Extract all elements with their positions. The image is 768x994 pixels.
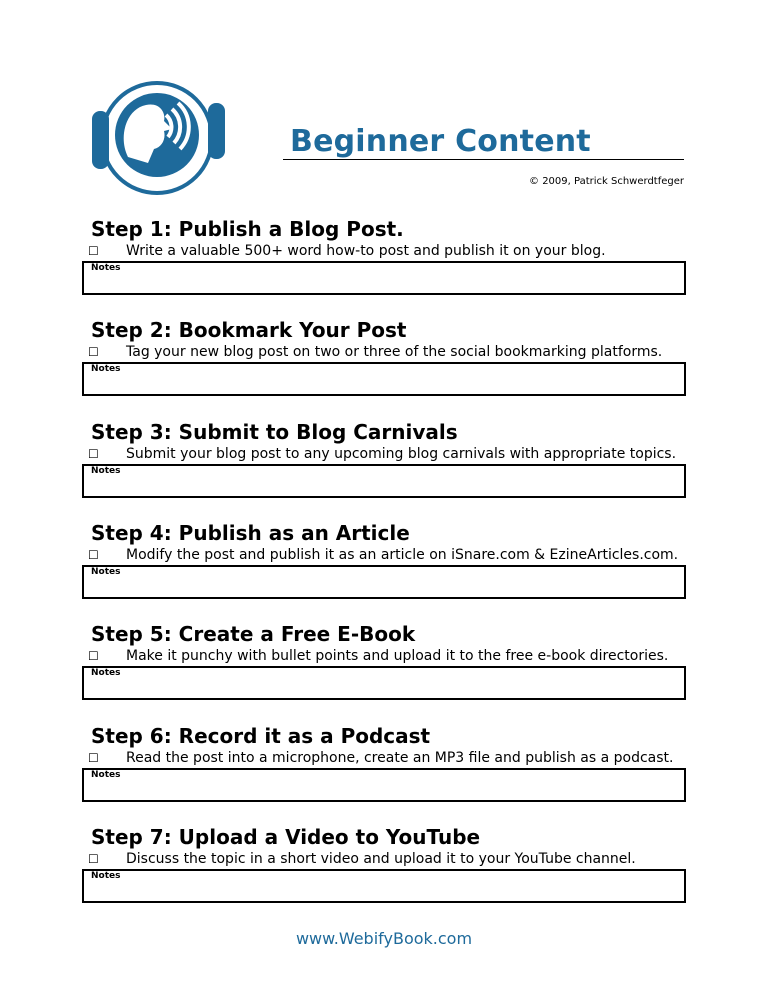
task-text: Discuss the topic in a short video and upload it to your YouTube channel. — [126, 851, 636, 867]
headphones-speaking-head-icon — [88, 71, 228, 205]
notes-label: Notes — [91, 364, 121, 374]
copyright-notice: © 2009, Patrick Schwerdtfeger — [529, 176, 684, 187]
step-heading: Step 2: Bookmark Your Post — [91, 318, 407, 342]
step-task — [82, 849, 686, 869]
step-heading: Step 4: Publish as an Article — [91, 521, 410, 545]
task-text: Write a valuable 500+ word how-to post and publish it on your blog. — [126, 243, 606, 259]
notes-box[interactable] — [82, 768, 686, 802]
notes-box[interactable] — [82, 565, 686, 599]
checkbox[interactable]: ☐ — [88, 751, 99, 765]
notes-box[interactable] — [82, 261, 686, 295]
step-section-3 — [82, 420, 686, 498]
step-heading: Step 1: Publish a Blog Post. — [91, 217, 404, 241]
notes-label: Notes — [91, 770, 121, 780]
notes-box[interactable] — [82, 464, 686, 498]
title-divider — [283, 159, 684, 160]
step-section-4 — [82, 521, 686, 599]
step-task — [82, 646, 686, 666]
step-task — [82, 545, 686, 565]
checkbox[interactable]: ☐ — [88, 548, 99, 562]
checkbox[interactable]: ☐ — [88, 852, 99, 866]
step-task — [82, 342, 686, 362]
notes-box[interactable] — [82, 666, 686, 700]
step-section-5 — [82, 622, 686, 700]
notes-box[interactable] — [82, 362, 686, 396]
task-text: Modify the post and publish it as an article on iSnare.com & EzineArticles.com. — [126, 547, 679, 563]
checkbox[interactable]: ☐ — [88, 345, 99, 359]
checkbox[interactable]: ☐ — [88, 447, 99, 461]
checkbox[interactable]: ☐ — [88, 649, 99, 663]
task-text: Submit your blog post to any upcoming blog carnivals with appropriate topics. — [126, 446, 677, 462]
step-heading: Step 7: Upload a Video to YouTube — [91, 825, 481, 849]
step-section-6 — [82, 724, 686, 802]
notes-label: Notes — [91, 263, 121, 273]
task-text: Tag your new blog post on two or three of the social bookmarking platforms. — [126, 344, 663, 360]
step-heading: Step 6: Record it as a Podcast — [91, 724, 431, 748]
notes-label: Notes — [91, 466, 121, 476]
checkbox[interactable]: ☐ — [88, 244, 99, 258]
footer-website-link[interactable]: www.WebifyBook.com — [295, 929, 473, 948]
page-title: Beginner Content — [290, 124, 591, 159]
step-task — [82, 444, 686, 464]
notes-box[interactable] — [82, 869, 686, 903]
step-section-7 — [82, 825, 686, 903]
notes-label: Notes — [91, 567, 121, 577]
step-task — [82, 241, 686, 261]
notes-label: Notes — [91, 668, 121, 678]
step-section-2 — [82, 318, 686, 396]
task-text: Make it punchy with bullet points and upload it to the free e-book directories. — [126, 648, 669, 664]
step-section-1 — [82, 217, 686, 295]
notes-label: Notes — [91, 871, 121, 881]
task-text: Read the post into a microphone, create an MP3 file and publish as a podcast. — [126, 750, 674, 766]
step-heading: Step 3: Submit to Blog Carnivals — [91, 420, 458, 444]
step-task — [82, 748, 686, 768]
step-heading: Step 5: Create a Free E-Book — [91, 622, 416, 646]
